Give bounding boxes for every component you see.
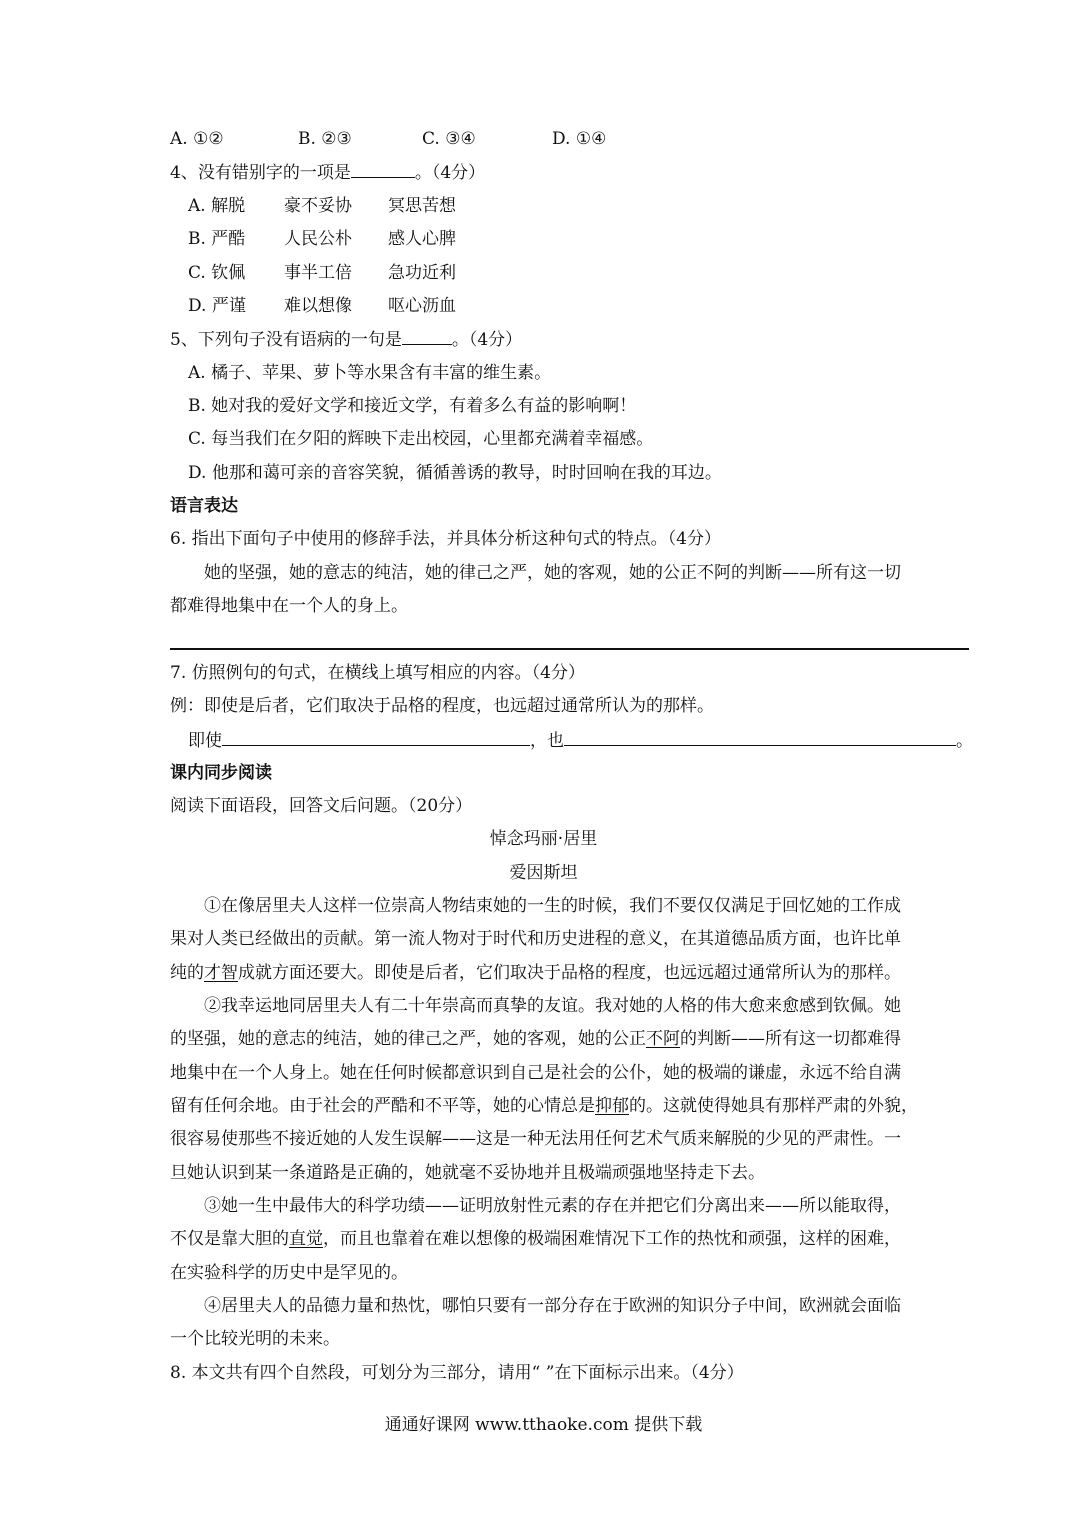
reading-p2-line4	[170, 1095, 969, 1117]
reading-p2-underlined-word-1: 不阿	[646, 1029, 680, 1049]
reading-p4-line2: 一个比较光明的未来。	[170, 1329, 340, 1349]
q4-d-word1: D. 严谨	[188, 296, 246, 316]
q3-option-d: D. ①④	[552, 129, 607, 149]
q4-b-word2: 人民公朴	[284, 229, 352, 249]
q4-a-word3: 冥思苦想	[388, 196, 456, 216]
q4-c-word3: 急功近利	[388, 263, 456, 283]
q5-stem	[170, 328, 969, 351]
q5-answer-blank[interactable]	[402, 328, 452, 345]
q5-stem-text: 5、下列句子没有语病的一句是	[170, 330, 402, 350]
q4-option-d	[188, 295, 969, 317]
reading-p3-text-a: 不仅是靠大胆的	[170, 1229, 289, 1249]
reading-author: 爱因斯坦	[509, 863, 578, 883]
q4-option-a	[188, 195, 969, 217]
reading-p3-line1: ③她一生中最伟大的科学功绩——证明放射性元素的存在并把它们分离出来——所以能取得，	[204, 1196, 901, 1216]
reading-p2-underlined-word-2: 抑郁	[595, 1096, 629, 1116]
reading-p4-line1: ④居里夫人的品德力量和热忱，哪怕只要有一部分存在于欧洲的知识分子中间，欧洲就会面临	[204, 1296, 901, 1316]
q4-answer-blank[interactable]	[351, 161, 415, 178]
q7-blank-1[interactable]	[222, 729, 530, 746]
q3-options	[170, 128, 969, 150]
q6-answer-line[interactable]	[170, 648, 969, 650]
reading-p2-line6: 旦她认识到某一条道路是正确的，她就毫不妥协地并且极端顽强地坚持走下去。	[170, 1163, 765, 1183]
q4-stem	[170, 161, 969, 184]
q4-a-word1: A. 解脱	[188, 196, 246, 216]
q7-fill-line	[188, 729, 973, 752]
q5-option-a: A. 橘子、苹果、萝卜等水果含有丰富的维生素。	[188, 363, 552, 383]
q6-quote-line1: 她的坚强，她的意志的纯洁，她的律己之严，她的客观，她的公正不阿的判断——所有这一切	[204, 563, 901, 583]
q4-a-word2: 豪不妥协	[284, 196, 352, 216]
page-footer: 通通好课网 www.tthaoke.com 提供下载	[384, 1415, 703, 1435]
q4-b-word1: B. 严酷	[188, 229, 246, 249]
q6-quote-line2: 都难得地集中在一个人的身上。	[170, 596, 408, 616]
q4-stem-text: 4、没有错别字的一项是	[170, 163, 351, 183]
q4-d-word2: 难以想像	[284, 296, 352, 316]
q7-mid: ，也	[530, 731, 564, 751]
reading-p2-line5: 很容易使那些不接近她的人发生误解——这是一种无法用任何艺术气质来解脱的少见的严肃性。一	[170, 1129, 901, 1149]
q7-prefix: 即使	[188, 731, 222, 751]
q5-option-b: B. 她对我的爱好文学和接近文学，有着多么有益的影响啊！	[188, 396, 637, 416]
q3-option-b: B. ②③	[298, 129, 352, 149]
q5-option-d: D. 他那和蔼可亲的音容笑貌，循循善诱的教导，时时回响在我的耳边。	[188, 463, 722, 483]
q4-c-word1: C. 钦佩	[188, 263, 246, 283]
q4-b-word3: 感人心脾	[388, 229, 456, 249]
reading-p2-line3: 地集中在一个人身上。她在任何时候都意识到自己是社会的公仆，她的极端的谦虚，永远不给自满	[170, 1063, 901, 1083]
reading-p3-text-b: ，而且也靠着在难以想像的极端困难情况下工作的热忱和顽强，这样的困难，	[323, 1229, 901, 1249]
reading-title: 悼念玛丽·居里	[489, 829, 598, 849]
q7-stem: 7. 仿照例句的句式，在横线上填写相应的内容。（4分）	[170, 663, 585, 683]
reading-p2-line1: ②我幸运地同居里夫人有二十年崇高而真挚的友谊。我对她的人格的伟大愈来愈感到钦佩。她	[204, 996, 901, 1016]
section-heading-language: 语言表达	[170, 496, 238, 516]
reading-p1-text-a: 纯的	[170, 963, 204, 983]
q6-stem: 6. 指出下面句子中使用的修辞手法，并具体分析这种句式的特点。（4分）	[170, 529, 721, 549]
q4-stem-score: 。（4分）	[414, 163, 486, 183]
reading-p3-line3: 在实验科学的历史中是罕见的。	[170, 1263, 408, 1283]
q7-example: 例：即使是后者，它们取决于品格的程度，也远超过通常所认为的那样。	[170, 696, 714, 716]
reading-p1-line1: ①在像居里夫人这样一位崇高人物结束她的一生的时候，我们不要仅仅满足于回忆她的工作成	[204, 896, 901, 916]
q3-option-a: A. ①②	[170, 129, 224, 149]
reading-p3-line2	[170, 1228, 969, 1250]
q3-option-c: C. ③④	[422, 129, 476, 149]
reading-p2-text-c: 留有任何余地。由于社会的严酷和不平等，她的心情总是	[170, 1096, 595, 1116]
q7-end: 。	[956, 731, 973, 751]
q7-blank-2[interactable]	[564, 729, 956, 746]
reading-intro: 阅读下面语段，回答文后问题。（20分）	[170, 796, 473, 816]
reading-p2-text-d: 的。这就使得她具有那样严肃的外貌，	[629, 1096, 918, 1116]
q4-c-word2: 事半工倍	[284, 263, 352, 283]
q4-d-word3: 呕心沥血	[388, 296, 456, 316]
section-heading-reading: 课内同步阅读	[170, 763, 272, 783]
reading-p1-line2: 果对人类已经做出的贡献。第一流人物对于时代和历史进程的意义，在其道德品质方面，也许比单	[170, 929, 901, 949]
q5-stem-score: 。（4分）	[451, 330, 523, 350]
q4-option-b	[188, 228, 969, 250]
reading-p1-text-b: 成就方面还要大。即使是后者，它们取决于品格的程度，也远远超过通常所认为的那样。	[238, 963, 901, 983]
q4-option-c	[188, 262, 969, 284]
reading-p1-underlined-word: 才智	[204, 963, 238, 983]
q5-option-c: C. 每当我们在夕阳的辉映下走出校园，心里都充满着幸福感。	[188, 429, 654, 449]
reading-p2-text-a: 的坚强，她的意志的纯洁，她的律己之严，她的客观，她的公正	[170, 1029, 646, 1049]
reading-p2-text-b: 的判断——所有这一切都难得	[680, 1029, 901, 1049]
q8-stem: 8. 本文共有四个自然段，可划分为三部分，请用“ ”在下面标示出来。（4分）	[170, 1363, 744, 1383]
reading-p3-underlined-word: 直觉	[289, 1229, 323, 1249]
reading-p1-line3	[170, 962, 969, 984]
reading-p2-line2	[170, 1028, 969, 1050]
